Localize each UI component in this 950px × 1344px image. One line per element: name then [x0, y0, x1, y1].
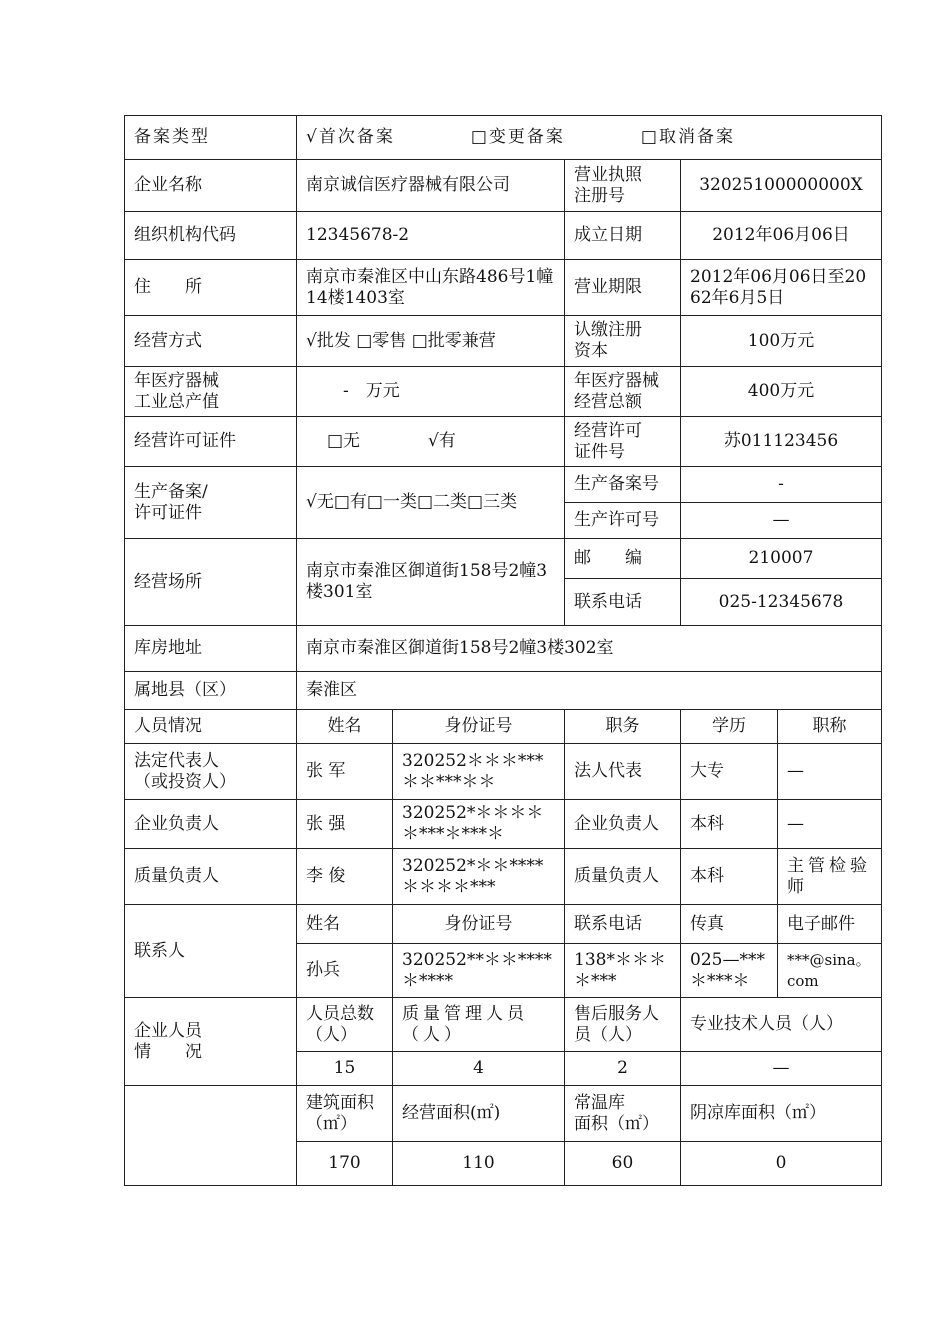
- warehouse-label: 库房地址: [125, 626, 297, 672]
- filing-type-options: √首次备案 □变更备案 □取消备案: [297, 116, 882, 160]
- row-annual: [125, 367, 882, 417]
- contact-header-id: 身份证号: [393, 905, 565, 944]
- personnel-title: 法人代表: [565, 744, 681, 800]
- address-value: 南京市秦淮区中山东路486号1幢14楼1403室: [297, 260, 565, 316]
- area-building: 170: [297, 1142, 393, 1186]
- table-row: [125, 849, 882, 905]
- personnel-id: 320252*＊＊＊＊＊***＊***＊: [393, 800, 565, 849]
- row-staff-header: [125, 998, 882, 1052]
- contact-header-name: 姓名: [297, 905, 393, 944]
- row-district: [125, 672, 882, 710]
- org-code-value: 12345678-2: [297, 212, 565, 260]
- reg-capital-label: 认缴注册 资本: [565, 316, 681, 367]
- row-business-mode: [125, 316, 882, 367]
- filing-form-table: [124, 115, 882, 1186]
- prod-license-value: —: [681, 503, 882, 539]
- row-address: [125, 260, 882, 316]
- prod-filing-value: -: [681, 467, 882, 503]
- area-cool-store: 0: [681, 1142, 882, 1186]
- license-reg-value: 32025100000000X: [681, 160, 882, 212]
- staff-service: 2: [565, 1052, 681, 1086]
- production-value: √无□有□一类□二类□三类: [297, 467, 565, 539]
- reg-capital-value: 100万元: [681, 316, 882, 367]
- personnel-name: 李 俊: [297, 849, 393, 905]
- postcode-label: 邮 编: [565, 539, 681, 579]
- license-reg-label: 营业执照 注册号: [565, 160, 681, 212]
- row-warehouse: [125, 626, 882, 672]
- district-label: 属地县（区）: [125, 672, 297, 710]
- personnel-role: 法定代表人 （或投资人）: [125, 744, 297, 800]
- staff-header-quality: 质量管理人员（人）: [393, 998, 565, 1052]
- contact-label: 联系人: [125, 905, 297, 998]
- license-cert-value: □无 √有: [297, 417, 565, 467]
- contact-email: ***@sina。com: [778, 944, 882, 998]
- area-header-normal-store: 常温库 面积（㎡）: [565, 1086, 681, 1142]
- premises-value: 南京市秦淮区御道街158号2幢3楼301室: [297, 539, 565, 626]
- personnel-edu: 本科: [681, 849, 778, 905]
- personnel-role: 企业负责人: [125, 800, 297, 849]
- license-no-value: 苏011123456: [681, 417, 882, 467]
- personnel-edu: 大专: [681, 744, 778, 800]
- row-org-code: [125, 212, 882, 260]
- est-date-value: 2012年06月06日: [681, 212, 882, 260]
- company-name-label: 企业名称: [125, 160, 297, 212]
- personnel-title: 企业负责人: [565, 800, 681, 849]
- prod-license-label: 生产许可号: [565, 503, 681, 539]
- personnel-edu: 本科: [681, 800, 778, 849]
- personnel-title: 质量负责人: [565, 849, 681, 905]
- phone-label: 联系电话: [565, 579, 681, 626]
- row-personnel-header: [125, 710, 882, 744]
- premises-label: 经营场所: [125, 539, 297, 626]
- personnel-rank: —: [778, 800, 882, 849]
- company-name-value: 南京诚信医疗器械有限公司: [297, 160, 565, 212]
- annual-output-value: - 万元: [297, 367, 565, 417]
- license-cert-label: 经营许可证件: [125, 417, 297, 467]
- business-mode-label: 经营方式: [125, 316, 297, 367]
- area-business: 110: [393, 1142, 565, 1186]
- annual-output-label: 年医疗器械 工业总产值: [125, 367, 297, 417]
- annual-sales-value: 400万元: [681, 367, 882, 417]
- filing-type-label: 备案类型: [125, 116, 297, 160]
- contact-fax: 025—***＊***＊: [681, 944, 778, 998]
- staff-tech: —: [681, 1052, 882, 1086]
- row-contact-header: [125, 905, 882, 944]
- personnel-role: 质量负责人: [125, 849, 297, 905]
- license-no-label: 经营许可 证件号: [565, 417, 681, 467]
- personnel-name: 张 军: [297, 744, 393, 800]
- district-value: 秦淮区: [297, 672, 882, 710]
- business-mode-value: √批发 □零售 □批零兼营: [297, 316, 565, 367]
- contact-header-fax: 传真: [681, 905, 778, 944]
- contact-header-email: 电子邮件: [778, 905, 882, 944]
- contact-phone: 138*＊＊＊＊***: [565, 944, 681, 998]
- prod-filing-label: 生产备案号: [565, 467, 681, 503]
- area-label: [125, 1086, 297, 1186]
- row-area-header: [125, 1086, 882, 1142]
- row-license-cert: [125, 417, 882, 467]
- row-production-1: [125, 467, 882, 503]
- area-header-cool-store: 阴凉库面积（㎡）: [681, 1086, 882, 1142]
- area-header-business: 经营面积(㎡): [393, 1086, 565, 1142]
- business-term-value: 2012年06月06日至2062年6月5日: [681, 260, 882, 316]
- personnel-id: 320252*＊＊****＊＊＊＊***: [393, 849, 565, 905]
- staff-header-total: 人员总数（人）: [297, 998, 393, 1052]
- contact-name: 孙兵: [297, 944, 393, 998]
- staff-quality: 4: [393, 1052, 565, 1086]
- contact-id: 320252**＊＊****＊****: [393, 944, 565, 998]
- production-label: 生产备案/ 许可证件: [125, 467, 297, 539]
- area-normal-store: 60: [565, 1142, 681, 1186]
- area-header-building: 建筑面积（㎡）: [297, 1086, 393, 1142]
- table-row: [125, 800, 882, 849]
- personnel-header-rank: 职称: [778, 710, 882, 744]
- row-filing-type: [125, 116, 882, 160]
- personnel-id: 320252＊＊＊***＊＊***＊＊: [393, 744, 565, 800]
- personnel-rank: —: [778, 744, 882, 800]
- warehouse-value: 南京市秦淮区御道街158号2幢3楼302室: [297, 626, 882, 672]
- address-label: 住 所: [125, 260, 297, 316]
- staff-header-tech: 专业技术人员（人）: [681, 998, 882, 1052]
- annual-sales-label: 年医疗器械 经营总额: [565, 367, 681, 417]
- phone-value: 025-12345678: [681, 579, 882, 626]
- business-term-label: 营业期限: [565, 260, 681, 316]
- staff-label: 企业人员 情 况: [125, 998, 297, 1086]
- row-premises-1: [125, 539, 882, 579]
- personnel-header-edu: 学历: [681, 710, 778, 744]
- personnel-header-title: 职务: [565, 710, 681, 744]
- org-code-label: 组织机构代码: [125, 212, 297, 260]
- staff-total: 15: [297, 1052, 393, 1086]
- contact-header-phone: 联系电话: [565, 905, 681, 944]
- row-company-name: [125, 160, 882, 212]
- personnel-header-name: 姓名: [297, 710, 393, 744]
- personnel-label: 人员情况: [125, 710, 297, 744]
- personnel-header-id: 身份证号: [393, 710, 565, 744]
- personnel-name: 张 强: [297, 800, 393, 849]
- personnel-rank: 主管检验师: [778, 849, 882, 905]
- staff-header-service: 售后服务人员（人）: [565, 998, 681, 1052]
- table-row: [125, 744, 882, 800]
- est-date-label: 成立日期: [565, 212, 681, 260]
- postcode-value: 210007: [681, 539, 882, 579]
